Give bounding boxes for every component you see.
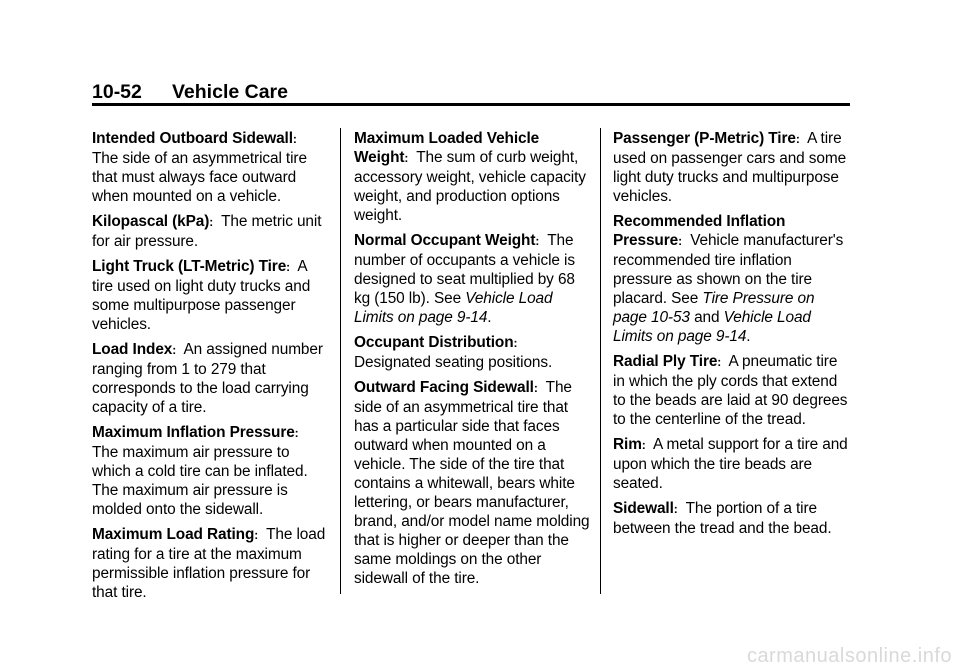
glossary-entry: Maximum Loaded Vehicle Weight: The sum of curb weight, accessory weight, vehicle capacity weight, and production options weight. <box>354 130 586 224</box>
cross-reference-link[interactable]: Vehicle Load Limits on page 9-14 <box>613 309 811 345</box>
glossary-term: Normal Occupant Weight <box>354 232 536 249</box>
glossary-definition: The maximum air pressure to which a cold tire can be inflated. The maximum air pressure is molded onto the sidewall. <box>92 444 308 518</box>
glossary-definition: The number of occupants a vehicle is designed to seat multiplied by 68 kg (150 lb). See <box>354 232 575 307</box>
glossary-column-3 <box>613 129 851 544</box>
glossary-entry: Intended Outboard Sidewall: The side of an asymmetrical tire that must always face outward when mounted on a vehicle. <box>92 130 307 205</box>
glossary-entry: Maximum Load Rating: The load rating for a tire at the maximum permissible inflation pressure for that tire. <box>92 526 326 601</box>
column-divider <box>600 128 601 594</box>
glossary-definition: The sum of curb weight, accessory weight, vehicle capacity weight, and production options weight. <box>354 149 586 224</box>
glossary-term: Kilopascal (kPa) <box>92 213 210 230</box>
glossary-term: Light Truck (LT-Metric) Tire <box>92 258 287 275</box>
glossary-term: Radial Ply Tire <box>613 353 718 370</box>
glossary-definition: An assigned number ranging from 1 to 279 that corresponds to the load carrying capacity of a tire. <box>92 341 323 416</box>
glossary-term: Recommended Inflation Pressure <box>613 213 786 249</box>
glossary-term: Sidewall <box>613 500 674 517</box>
glossary-entry: Light Truck (LT-Metric) Tire: A tire used on light duty trucks and some multipurpose passenger vehicles. <box>92 258 311 333</box>
glossary-term: Rim <box>613 436 642 453</box>
column-divider <box>340 128 341 594</box>
glossary-entry: Kilopascal (kPa): The metric unit for air pressure. <box>92 213 322 250</box>
glossary-term: Maximum Loaded Vehicle Weight <box>354 130 540 166</box>
glossary-entry: Outward Facing Sidewall: The side of an asymmetrical tire that has a particular side that faces outward when mounted on a vehicle. The side of the tire that contains a whitewall, bears white lettering, or bears manufacturer, brand, and/or model name molding that is higher or deeper than the same moldings on the other sidewall of the tire. <box>354 379 590 587</box>
glossary-column-2 <box>354 129 592 594</box>
glossary-column-1 <box>92 129 330 608</box>
glossary-entry: Recommended Inflation Pressure: Vehicle manufacturer's recommended tire inflation pressure as shown on the tire placard. See Tire Pressure on page 10-53 and Vehicle Load Limits on page 9-14. <box>613 213 844 345</box>
cross-reference-link[interactable]: Vehicle Load Limits on page 9-14 <box>354 290 553 326</box>
glossary-definition: The metric unit for air pressure. <box>92 213 322 250</box>
watermark: carmanualsonline.info <box>746 645 952 667</box>
glossary-entry: Maximum Inflation Pressure: The maximum air pressure to which a cold tire can be inflated. The maximum air pressure is molded onto the sidewall. <box>92 424 308 518</box>
header-rule <box>92 103 850 106</box>
glossary-entry: Radial Ply Tire: A pneumatic tire in which the ply cords that extend to the beads are laid at 90 degrees to the centerline of the tread. <box>613 353 848 428</box>
cross-reference-link[interactable]: Tire Pressure on page 10-53 <box>613 290 815 326</box>
glossary-term: Maximum Inflation Pressure <box>92 424 295 441</box>
glossary-entry: Passenger (P-Metric) Tire: A tire used on passenger cars and some light duty trucks and multipurpose vehicles. <box>613 130 847 205</box>
glossary-term: Maximum Load Rating <box>92 526 255 543</box>
glossary-definition: A metal support for a tire and upon which the tire beads are seated. <box>613 436 848 492</box>
glossary-entry: Normal Occupant Weight: The number of occupants a vehicle is designed to seat multiplied by 68 kg (150 lb). See Vehicle Load Limits on page 9-14. <box>354 232 575 326</box>
glossary-entry: Sidewall: The portion of a tire between the tread and the bead. <box>613 500 832 537</box>
glossary-entry: Occupant Distribution: Designated seating positions. <box>354 334 553 371</box>
glossary-definition: A tire used on passenger cars and some light duty trucks and multipurpose vehicles. <box>613 130 847 205</box>
glossary-entry: Load Index: An assigned number ranging from 1 to 279 that corresponds to the load carrying capacity of a tire. <box>92 341 323 416</box>
glossary-definition: The load rating for a tire at the maximum permissible inflation pressure for that tire. <box>92 526 326 601</box>
glossary-term: Passenger (P-Metric) Tire <box>613 130 796 147</box>
glossary-definition: Vehicle manufacturer's recommended tire inflation pressure as shown on the tire placard. See <box>613 232 844 307</box>
glossary-term: Intended Outboard Sidewall <box>92 130 293 147</box>
glossary-definition: A tire used on light duty trucks and some multipurpose passenger vehicles. <box>92 258 311 333</box>
page-number: 10-52 <box>92 81 142 103</box>
glossary-definition: The side of an asymmetrical tire that has a particular side that faces outward when mounted on a vehicle. The side of the tire that contains a whitewall, bears white lettering, or bears manufacturer, brand, and/or model name molding that is higher or deeper than the same moldings on the other sidewall of the tire. <box>354 379 590 587</box>
section-title: Vehicle Care <box>172 81 288 103</box>
glossary-definition: The side of an asymmetrical tire that must always face outward when mounted on a vehicle. <box>92 150 307 205</box>
glossary-term: Occupant Distribution <box>354 334 514 351</box>
glossary-term: Outward Facing Sidewall <box>354 379 534 396</box>
glossary-term: Load Index <box>92 341 173 358</box>
glossary-definition: A pneumatic tire in which the ply cords that extend to the beads are laid at 90 degrees to the centerline of the tread. <box>613 353 848 428</box>
page-header <box>92 79 850 105</box>
glossary-entry: Rim: A metal support for a tire and upon which the tire beads are seated. <box>613 436 848 492</box>
glossary-definition: The portion of a tire between the tread and the bead. <box>613 500 832 537</box>
glossary-definition: Designated seating positions. <box>354 354 553 371</box>
